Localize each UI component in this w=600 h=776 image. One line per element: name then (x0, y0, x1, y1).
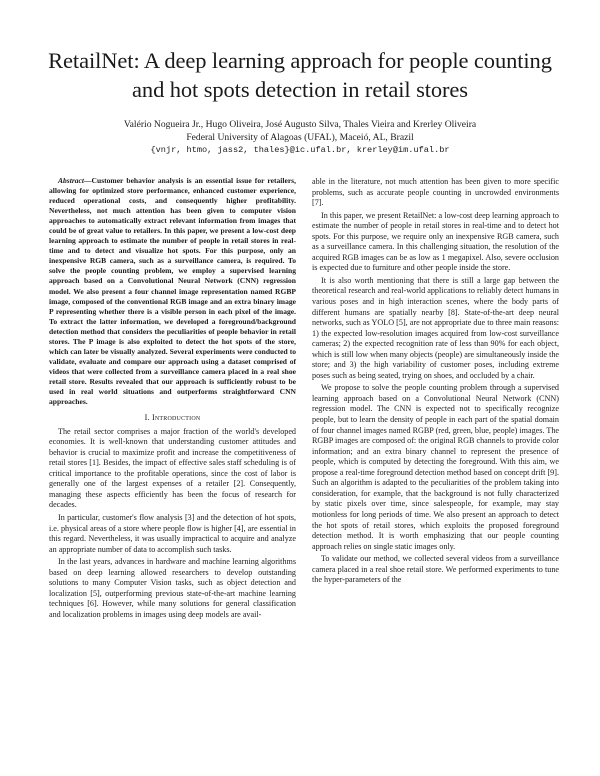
right-paragraph-1: able in the literature, not much attention has been given to more specific problems, such as accurate people counting in uncrowded environments [7]. (312, 177, 559, 208)
abstract-lead: Abstract (58, 176, 84, 185)
right-column (312, 177, 559, 586)
abstract (49, 176, 296, 407)
intro-paragraph-3: In the last years, advances in hardware and machine learning algorithms based on deep learning allowed researchers to develop outstanding solutions to many Computer Vision tasks, such as object detection and localization [5], outperforming previous state-of-the-art machine learning techniques [6]. However, while many solutions for general classification and localization problems in images using deep models are avail- (49, 557, 296, 619)
right-paragraph-4: We propose to solve the people counting problem through a supervised learning approach based on a Convolutional Neural Network (CNN) regression model. The CNN is expected not to specifically recognize people, but to learn the density of people in each part of the spatial domain of four channel images named RGBP (red, green, blue, people) images. The RGBP images are composed of: the original RGB channels to provide color information; and an extra binary channel to represent the presence of people, which is computed by detecting the foreground. With this aim, we propose a real-time foreground detection method based on concept drift [9]. Such an algorithm is adapted to the peculiarities of the problem taking into consideration, for example, that the background is not fully characterized by static pixels over time, since salespeople, for example, may stay motionless for long periods of time. We also present an approach to detect the hot spots of retail stores, which exploits the proposed foreground detection method. It is worth emphasizing that our people counting approach relies on single static images only. (312, 383, 559, 551)
paper-title: RetailNet: A deep learning approach for people counting and hot spots detection in retail stores (48, 48, 552, 102)
abstract-text: —Customer behavior analysis is an essential issue for retailers, allowing for optimized store performance, enhanced customer experience, reduced operational costs, and consequently higher profitability. Nevertheless, not much attention has been given to computer vision approaches to automatically extract relevant information from images that could be of great value to retailers. In this paper, we present a low-cost deep learning approach to estimate the number of people in retail stores in real-time and to detect and visualize hot spots. For this purpose, only an inexpensive RGB camera, such as a surveillance camera, is required. To solve the people counting problem, we employ a supervised learning approach based on a Convolutional Neural Network (CNN) regression model. We also present a four channel image representation named RGBP image, composed of the conventional RGB image and an extra binary image P representing whether there is a visible person in each pixel of the image. To extract the latter information, we developed a foreground/background detection method that considers the peculiarities of people behavior in retail stores. The P image is also exploited to detect the hot spots of the store, which can later be visually analyzed. Several experiments were conducted to validate, evaluate and compare our approach using a dataset comprised of videos that were collected from a surveillance camera placed in a real shoe retail store. Results revealed that our approach is sufficiently robust to be used in real world situations and outperforms straightforward CNN approaches. (49, 176, 296, 407)
right-paragraph-2: In this paper, we present RetailNet: a low-cost deep learning approach to estimate the number of people in retail stores in real-time and to detect hot spots. For this purpose, we require only an inexpensive RGB camera, such as a surveillance camera. In this challenging situation, the resolution of the acquired RGB images can be as low as 1 megapixel. Also, severe occlusion is expected due to furniture and other people inside the store. (312, 210, 559, 273)
affiliation: Federal University of Alagoas (UFAL), Maceió, AL, Brazil (186, 131, 414, 143)
intro-paragraph-2: In particular, customer's flow analysis [3] and the detection of hot spots, i.e. physical areas of a store where people flow is higher [4], are essential in this regard. Nevertheless, it was usually impractical to acquire and analyze an appropriate number of data to accomplish such tasks. (49, 513, 296, 554)
author-block (40, 119, 560, 157)
author-emails: {vnjr, htmo, jass2, thales}@ic.ufal.br, krerley@im.ufal.br (150, 145, 450, 155)
author-names: Valério Nogueira Jr., Hugo Oliveira, José Augusto Silva, Thales Vieira and Krerley Oliveira (123, 119, 477, 130)
section-heading-introduction: I. Introduction (144, 413, 201, 423)
intro-paragraph-1: The retail sector comprises a major fraction of the world's developed economies. It is well-known that understanding customer attitudes and behavior is crucial to maximize profit and increase the competitiveness of retail stores [1]. Besides, the impact of effective sales staff scheduling is of critical importance to the profitable operations, since the cost of labor is generally one of the largest expenses of a retailer [2]. Consequently, managing these aspects efficiently has been the focus of research for decades. (49, 426, 296, 510)
right-paragraph-5: To validate our method, we collected several videos from a surveillance camera placed in a real shoe retail store. We performed experiments to tune the hyper-parameters of the (312, 554, 559, 585)
right-paragraph-3: It is also worth mentioning that there is still a large gap between the theoretical research and real-world applications to reliably detect humans in various poses and in high interaction scenes, where the body parts of different humans are spatially nearby [8]. State-of-the-art deep neural networks, such as YOLO [5], are not appropriate due to three main reasons: 1) the expected low-resolution images acquired from low-cost surveillance cameras; 2) the expected recognition rate of less than 90% for each object, which is still low when many objects (people) are simultaneously inside the store; and 3) the high variability of customer poses, including extreme poses such as being seated, trying on shoes, and occluded by a chair. (312, 275, 559, 380)
left-column (49, 176, 296, 620)
